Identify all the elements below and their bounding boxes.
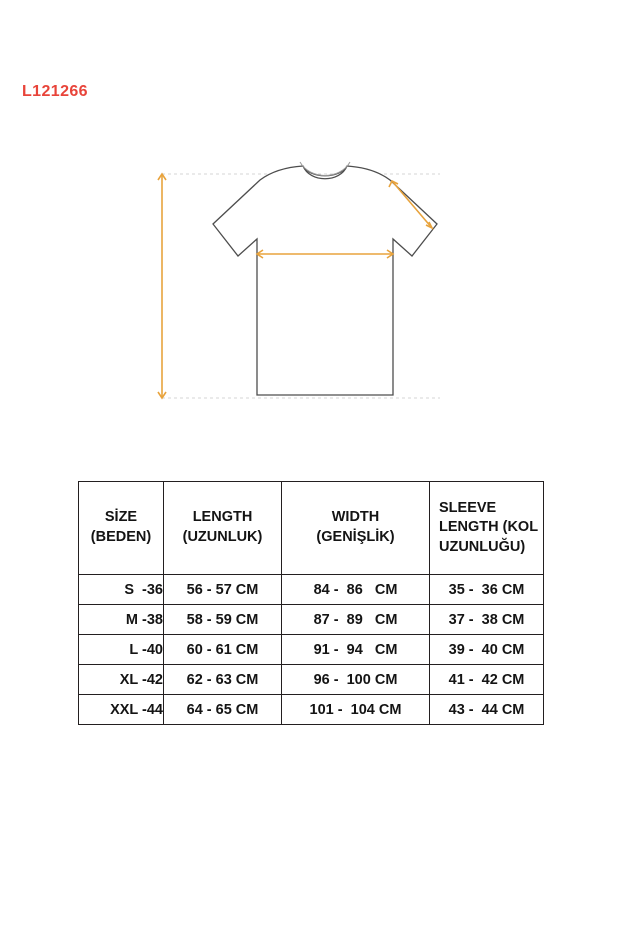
table-row <box>79 695 544 725</box>
header-width <box>282 482 430 575</box>
cell-size: S -36 <box>79 575 164 605</box>
cell-size: M -38 <box>79 605 164 635</box>
cell-length: 62 - 63 CM <box>164 665 282 695</box>
cell-sleeve: 41 - 42 CM <box>430 665 544 695</box>
header-size <box>79 482 164 575</box>
header-width-line2: (GENİŞLİK) <box>316 529 395 545</box>
header-size-line2: (BEDEN) <box>90 529 152 545</box>
cell-length: 64 - 65 CM <box>164 695 282 725</box>
cell-width: 84 - 86 CM <box>282 575 430 605</box>
header-sleeve-line1: SLEEVE <box>439 499 497 516</box>
cell-width: 96 - 100 CM <box>282 665 430 695</box>
cell-sleeve: 35 - 36 CM <box>430 575 544 605</box>
size-table <box>78 481 544 725</box>
header-length-line2: (UZUNLUK) <box>182 529 263 545</box>
header-length-line1: LENGTH <box>192 509 253 526</box>
header-length <box>164 482 282 575</box>
cell-size: L -40 <box>79 635 164 665</box>
header-size-line1: SİZE <box>104 509 138 526</box>
cell-length: 60 - 61 CM <box>164 635 282 665</box>
header-sleeve-line2: LENGTH (KOL <box>439 519 539 536</box>
header-width-line1: WIDTH <box>331 509 380 526</box>
cell-width: 87 - 89 CM <box>282 605 430 635</box>
header-sleeve-line3: UZUNLUĞU) <box>439 538 526 555</box>
table-row <box>79 605 544 635</box>
cell-length: 56 - 57 CM <box>164 575 282 605</box>
cell-size: XXL -44 <box>79 695 164 725</box>
product-code: L121266 <box>22 83 88 100</box>
cell-sleeve: 43 - 44 CM <box>430 695 544 725</box>
table-row <box>79 665 544 695</box>
cell-width: 91 - 94 CM <box>282 635 430 665</box>
cell-size: XL -42 <box>79 665 164 695</box>
cell-length: 58 - 59 CM <box>164 605 282 635</box>
table-row <box>79 575 544 605</box>
cell-sleeve: 37 - 38 CM <box>430 605 544 635</box>
size-table-container <box>78 481 543 725</box>
cell-width: 101 - 104 CM <box>282 695 430 725</box>
table-row <box>79 635 544 665</box>
tshirt-outline <box>213 162 437 395</box>
header-sleeve <box>430 482 544 575</box>
tshirt-measurement-diagram <box>140 140 490 420</box>
cell-sleeve: 39 - 40 CM <box>430 635 544 665</box>
table-header-row <box>79 482 544 575</box>
